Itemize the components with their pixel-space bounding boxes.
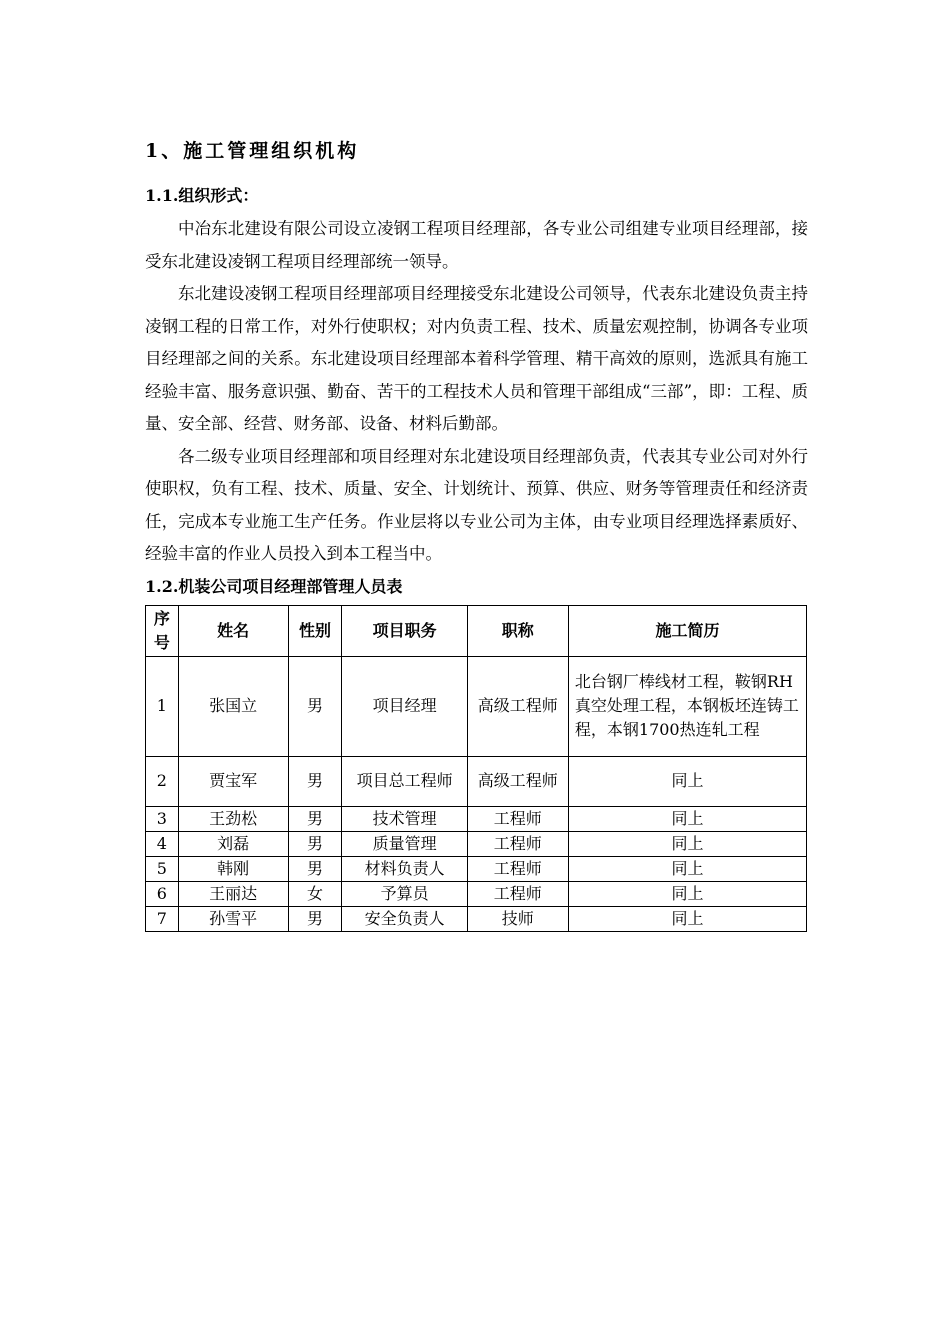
cell-seq: 1 [146,656,179,756]
table-row [146,856,807,881]
cell-name: 刘磊 [178,831,288,856]
cell-experience: 同上 [568,756,806,806]
paragraph-1: 中冶东北建设有限公司设立凌钢工程项目经理部，各专业公司组建专业项目经理部，接受东北建设凌钢工程项目经理部统一领导。 [145,219,808,271]
table-row [146,906,807,931]
document-content [145,132,808,932]
cell-gender: 男 [288,806,342,831]
cell-name: 韩刚 [178,856,288,881]
table-row [146,831,807,856]
header-position: 项目职务 [342,605,467,656]
cell-seq: 3 [146,806,179,831]
cell-title: 技师 [467,906,568,931]
paragraph-3: 各二级专业项目经理部和项目经理对东北建设项目经理部负责，代表其专业公司对外行使职权，负有工程、技术、质量、安全、计划统计、预算、供应、财务等管理责任和经济责任，完成本专业施工生产任务。作业层将以专业公司为主体，由专业项目经理选择素质好、经验丰富的作业人员投入到本工程当中。 [145,446,808,563]
table-row [146,806,807,831]
cell-experience: 同上 [568,856,806,881]
cell-title: 工程师 [467,806,568,831]
cell-title: 工程师 [467,831,568,856]
cell-experience: 同上 [568,906,806,931]
cell-seq: 5 [146,856,179,881]
cell-name: 贾宝军 [178,756,288,806]
cell-experience: 同上 [568,881,806,906]
table-row [146,881,807,906]
cell-name: 王丽达 [178,881,288,906]
staff-table [145,605,807,932]
cell-position: 材料负责人 [342,856,467,881]
header-gender: 性别 [288,605,342,656]
table-row [146,756,807,806]
cell-name: 王劲松 [178,806,288,831]
cell-name: 张国立 [178,656,288,756]
table-row [146,656,807,756]
cell-gender: 男 [288,656,342,756]
cell-title: 高级工程师 [467,756,568,806]
heading-1: 1、施工管理组织机构 [145,140,360,162]
header-seq: 序号 [146,605,179,656]
cell-gender: 男 [288,906,342,931]
cell-gender: 男 [288,856,342,881]
paragraph-2: 东北建设凌钢工程项目经理部项目经理接受东北建设公司领导，代表东北建设负责主持凌钢工程的日常工作，对外行使职权；对内负责工程、技术、质量宏观控制，协调各专业项目经理部之间的关系。东北建设项目经理部本着科学管理、精干高效的原则，选派具有施工经验丰富、服务意识强、勤奋、苦干的工程技术人员和管理干部组成“三部”，即：工程、质量、安全部、经营、财务部、设备、材料后勤部。 [145,284,808,433]
section-1-2-title: 1.2.机装公司项目经理部管理人员表 [145,576,403,596]
cell-position: 项目经理 [342,656,467,756]
cell-seq: 4 [146,831,179,856]
header-experience: 施工简历 [568,605,806,656]
cell-title: 工程师 [467,881,568,906]
cell-position: 技术管理 [342,806,467,831]
cell-gender: 女 [288,881,342,906]
cell-gender: 男 [288,756,342,806]
section-1-1-title: 1.1.组织形式： [145,186,259,205]
table-header-row [146,605,807,656]
header-title: 职称 [467,605,568,656]
header-name: 姓名 [178,605,288,656]
cell-gender: 男 [288,831,342,856]
cell-name: 孙雪平 [178,906,288,931]
cell-seq: 7 [146,906,179,931]
cell-experience: 同上 [568,831,806,856]
cell-position: 项目总工程师 [342,756,467,806]
cell-experience: 北台钢厂棒线材工程，鞍钢RH真空处理工程，本钢板坯连铸工程，本钢1700热连轧工程 [568,656,806,756]
cell-seq: 2 [146,756,179,806]
cell-seq: 6 [146,881,179,906]
cell-position: 质量管理 [342,831,467,856]
cell-title: 工程师 [467,856,568,881]
cell-title: 高级工程师 [467,656,568,756]
cell-position: 予算员 [342,881,467,906]
cell-position: 安全负责人 [342,906,467,931]
cell-experience: 同上 [568,806,806,831]
